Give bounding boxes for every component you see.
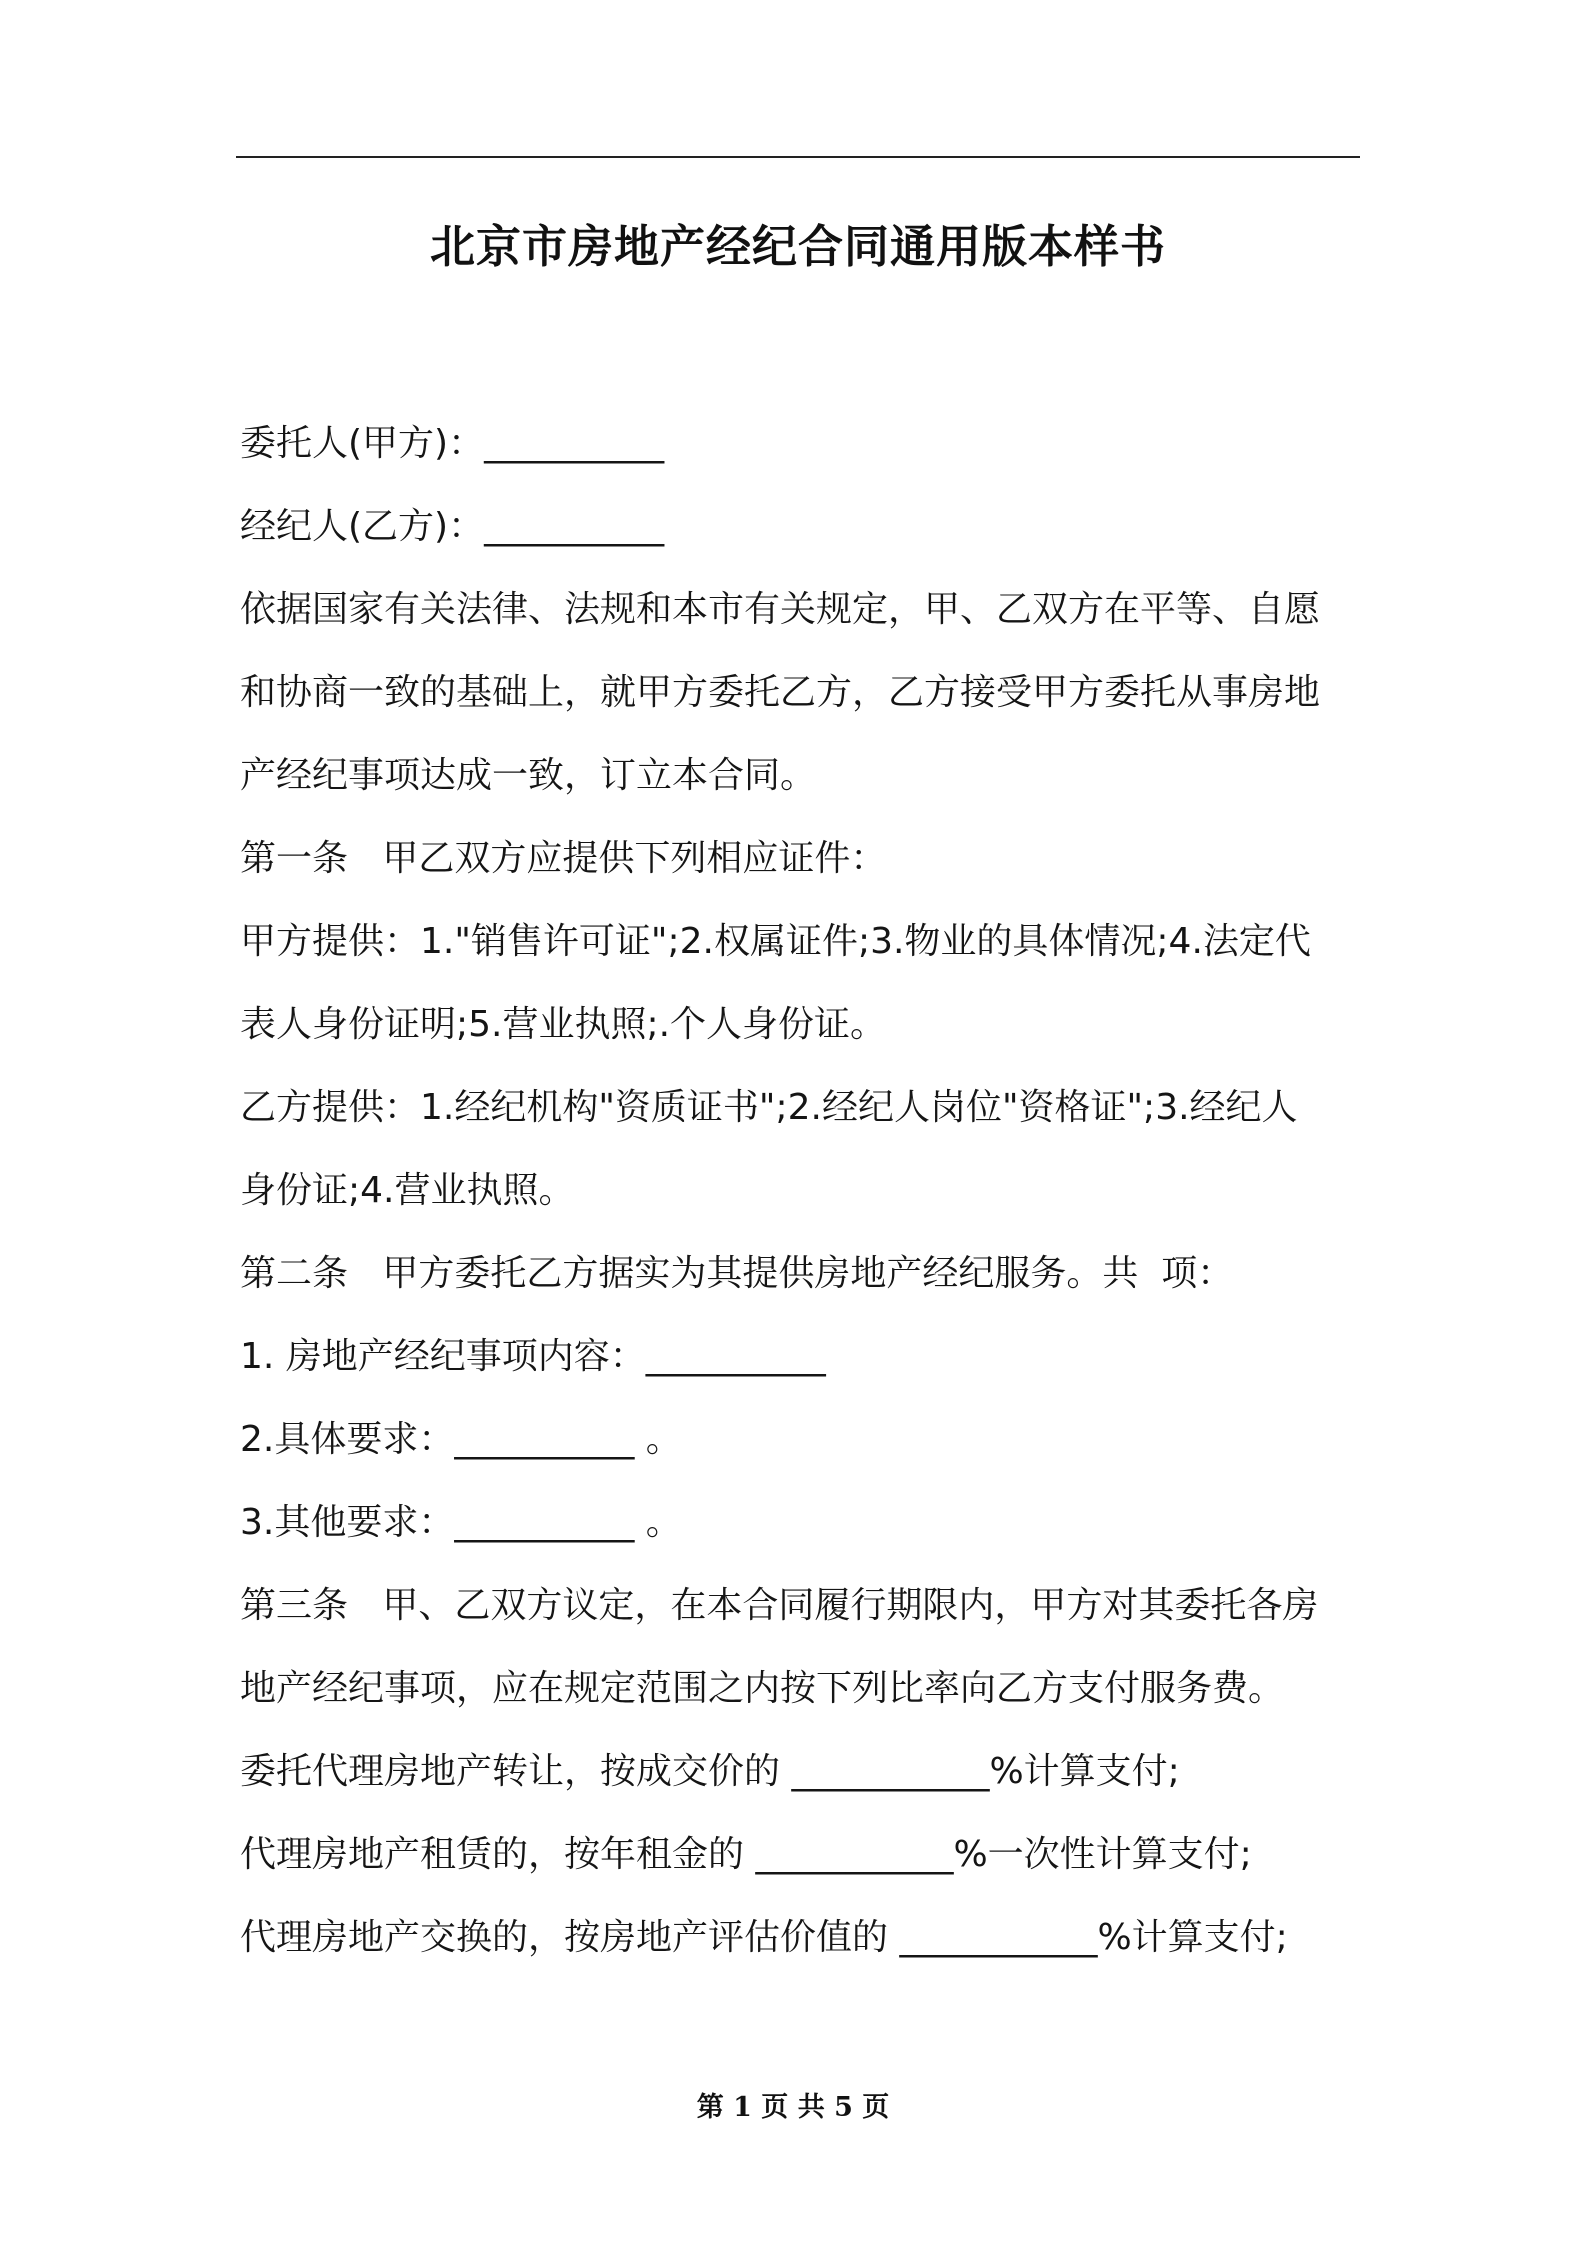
fee-exchange-line: 代理房地产交换的，按房地产评估价值的 ___________%计算支付; xyxy=(240,1917,1288,1958)
preamble-line-3: 产经纪事项达成一致，订立本合同。 xyxy=(240,755,817,796)
article-3-line-2: 地产经纪事项，应在规定范围之内按下列比率向乙方支付服务费。 xyxy=(240,1668,1285,1709)
article-1-party-a-line-2: 表人身份证明;5.营业执照;.个人身份证。 xyxy=(240,1004,887,1045)
preamble-line-2: 和协商一致的基础上，就甲方委托乙方，乙方接受甲方委托从事房地 xyxy=(240,672,1321,713)
header-rule xyxy=(236,156,1360,158)
document-title: 北京市房地产经纪合同通用版本样书 xyxy=(429,220,1166,273)
article-2-item-2: 2.具体要求：__________ 。 xyxy=(240,1419,682,1460)
party-b-line: 经纪人(乙方)：__________ xyxy=(240,506,665,547)
document-body xyxy=(240,402,1364,1979)
article-1-party-b-line-1: 乙方提供：1.经纪机构"资质证书";2.经纪人岗位"资格证";3.经纪人 xyxy=(240,1087,1298,1128)
article-1-party-b-line-2: 身份证;4.营业执照。 xyxy=(240,1170,575,1211)
article-2-item-1: 1. 房地产经纪事项内容：__________ xyxy=(240,1336,826,1377)
preamble-line-1: 依据国家有关法律、法规和本市有关规定，甲、乙双方在平等、自愿 xyxy=(240,589,1321,630)
fee-transfer-line: 委托代理房地产转让，按成交价的 ___________%计算支付; xyxy=(240,1751,1180,1792)
page-number: 第 1 页 共 5 页 xyxy=(696,2092,890,2123)
fee-lease-line: 代理房地产租赁的，按年租金的 ___________%一次性计算支付; xyxy=(240,1834,1252,1875)
party-a-line: 委托人(甲方)：__________ xyxy=(240,423,665,464)
article-1-party-a-line-1: 甲方提供：1."销售许可证";2.权属证件;3.物业的具体情况;4.法定代 xyxy=(240,921,1311,962)
article-3-line-1: 第三条 甲、乙双方议定，在本合同履行期限内，甲方对其委托各房 xyxy=(240,1585,1319,1626)
article-2-heading: 第二条 甲方委托乙方据实为其提供房地产经纪服务。共 项： xyxy=(240,1253,1234,1294)
article-1-heading: 第一条 甲乙双方应提供下列相应证件： xyxy=(240,838,887,879)
article-2-item-3: 3.其他要求：__________ 。 xyxy=(240,1502,682,1543)
